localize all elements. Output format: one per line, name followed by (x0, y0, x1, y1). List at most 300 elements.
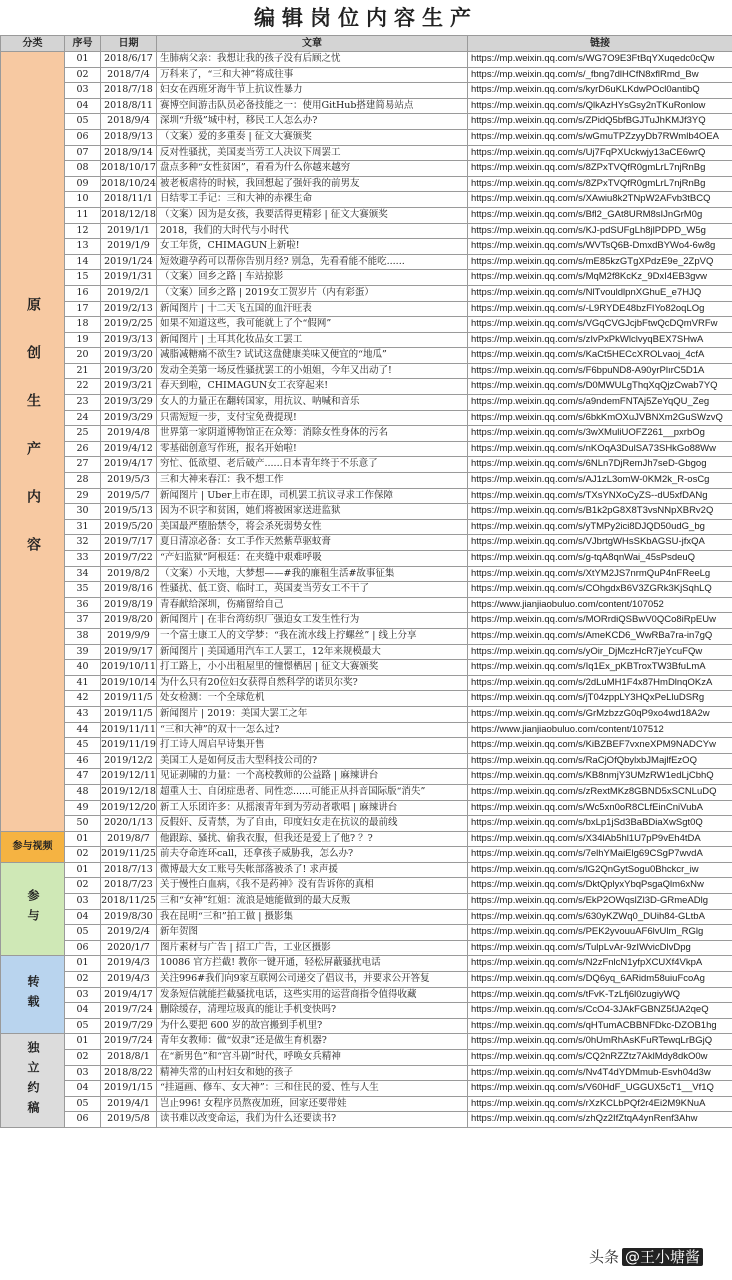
date-cell: 2019/8/19 (101, 597, 157, 613)
date-cell: 2019/2/4 (101, 925, 157, 941)
header-index: 序号 (65, 36, 101, 52)
article-title: 反对性骚扰，美国麦当劳工人决议下周罢工 (157, 145, 468, 161)
article-link[interactable]: https://mp.weixin.qq.com/s/D0MWULgThqXqQjzCwab7YQ (468, 379, 732, 395)
article-link[interactable]: https://mp.weixin.qq.com/s/DQ6yq_6ARidm58uiuFcoAg (468, 972, 732, 988)
article-link[interactable]: https://mp.weixin.qq.com/s/Uj7FqPXUckwjy13aCE6wrQ (468, 145, 732, 161)
article-link[interactable]: https://mp.weixin.qq.com/s/3wXMuliUOFZ261__pxrbOg (468, 426, 732, 442)
date-cell: 2019/5/20 (101, 519, 157, 535)
category-cell: 参与 (1, 862, 65, 956)
watermark (585, 1244, 725, 1270)
index-cell: 37 (65, 613, 101, 629)
date-cell: 2019/3/20 (101, 363, 157, 379)
date-cell: 2019/7/17 (101, 535, 157, 551)
table-row (1, 1018, 732, 1034)
table-row (1, 847, 732, 863)
article-link[interactable]: https://mp.weixin.qq.com/s/0hUmRhAsKFuRTewqLrBGjQ (468, 1034, 732, 1050)
date-cell: 2019/12/20 (101, 800, 157, 816)
date-cell: 2018/10/17 (101, 161, 157, 177)
table-row (1, 488, 732, 504)
article-title: 一个富士康工人的文学梦：“我在流水线上拧螺丝” | 线上分享 (157, 628, 468, 644)
article-link[interactable]: https://mp.weixin.qq.com/s/mE85kzGTgXPdzE9e_2ZpVQ (468, 254, 732, 270)
index-cell: 04 (65, 1081, 101, 1097)
article-title: 只需短短一步，支付宝免费提现! (157, 410, 468, 426)
index-cell: 01 (65, 52, 101, 68)
article-link[interactable]: https://mp.weixin.qq.com/s/N2zFnlcN1yfpXCUXf4VkpA (468, 956, 732, 972)
index-cell: 18 (65, 317, 101, 333)
index-cell: 48 (65, 784, 101, 800)
date-cell: 2018/8/11 (101, 98, 157, 114)
date-cell: 2019/2/25 (101, 317, 157, 333)
table-row (1, 800, 732, 816)
index-cell: 01 (65, 1034, 101, 1050)
index-cell: 26 (65, 441, 101, 457)
article-link[interactable]: https://mp.weixin.qq.com/s/B1k2pG8X8T3vsNNpXBRv2Q (468, 504, 732, 520)
article-title: 青春献给深圳，伤痛留给自己 (157, 597, 468, 613)
date-cell: 2019/3/29 (101, 395, 157, 411)
article-title: 超重人士、自闭症患者、同性恋......可能正从抖音国际版“消失” (157, 784, 468, 800)
date-cell: 2019/8/2 (101, 566, 157, 582)
article-link[interactable]: https://mp.weixin.qq.com/s/Wc5xn0oR8CLfEinCniVubA (468, 800, 732, 816)
table-row (1, 519, 732, 535)
article-link[interactable]: https://mp.weixin.qq.com/s/COhgdxB6V3ZGRk3KjSqhLQ (468, 582, 732, 598)
index-cell: 05 (65, 1018, 101, 1034)
article-title: 精神失常的山村妇女和她的孩子 (157, 1065, 468, 1081)
article-title: 美国最严堕胎禁令，将会杀死弱势女性 (157, 519, 468, 535)
article-title: 女人的力量正在翻转国家，用抗议、呐喊和音乐 (157, 395, 468, 411)
index-cell: 24 (65, 410, 101, 426)
table-row (1, 1003, 732, 1019)
article-title: 减脂减糖痛不欲生? 试试这盘健康美味又便宜的“地瓜” (157, 348, 468, 364)
article-title: 被老板虐待的时候，我回想起了强奸我的前男友 (157, 176, 468, 192)
index-cell: 09 (65, 176, 101, 192)
table-row (1, 597, 732, 613)
table-row (1, 691, 732, 707)
index-cell: 02 (65, 1050, 101, 1066)
date-cell: 2019/10/11 (101, 660, 157, 676)
date-cell: 2020/1/13 (101, 816, 157, 832)
index-cell: 15 (65, 270, 101, 286)
index-cell: 02 (65, 972, 101, 988)
article-title: 关注996#我们向9家互联网公司递交了倡议书，并要求公开答复 (157, 972, 468, 988)
article-link[interactable]: https://mp.weixin.qq.com/s/yOir_DjMczHcR7jeYcuFQw (468, 644, 732, 660)
table-row (1, 176, 732, 192)
date-cell: 2018/9/14 (101, 145, 157, 161)
table-row (1, 1065, 732, 1081)
article-link[interactable]: https://mp.weixin.qq.com/s/MqM2f8KcKz_9DxI4EB3gvw (468, 270, 732, 286)
article-link[interactable]: https://mp.weixin.qq.com/s/TXsYNXoCyZS--dU5xfDANg (468, 488, 732, 504)
index-cell: 04 (65, 909, 101, 925)
article-title: 他跟踪、骚扰、偷我衣服，但我还是爱上了他? ？? (157, 831, 468, 847)
article-link[interactable]: https://mp.weixin.qq.com/s/WVTsQ6B-DmxdBYWo4-6w8g (468, 239, 732, 255)
article-link[interactable]: https://mp.weixin.qq.com/s/VJbrtgWHsSKbAGSU-jfxQA (468, 535, 732, 551)
table-row (1, 192, 732, 208)
index-cell: 04 (65, 98, 101, 114)
date-cell: 2018/8/22 (101, 1065, 157, 1081)
article-link[interactable]: https://mp.weixin.qq.com/s/KaCt5HECcXROLvaoj_4cfA (468, 348, 732, 364)
article-title: 世界第一家阴道博物馆正在众筹：消除女性身体的污名 (157, 426, 468, 442)
watermark-handle: @王小塘酱 (622, 1248, 703, 1266)
table-row (1, 972, 732, 988)
table-row (1, 816, 732, 832)
article-link[interactable]: https://mp.weixin.qq.com/s/qHTumACBBNFDkc-DZOB1hg (468, 1018, 732, 1034)
index-cell: 02 (65, 878, 101, 894)
article-link[interactable]: https://mp.weixin.qq.com/s/630yKZWq0_DUih84-GLtbA (468, 909, 732, 925)
date-cell: 2019/3/21 (101, 379, 157, 395)
article-title: 夏日清凉必备：女工手作天然紫草驱蚊膏 (157, 535, 468, 551)
article-link[interactable]: https://mp.weixin.qq.com/s/nKOqA3DulSA73SHkGo88Ww (468, 441, 732, 457)
date-cell: 2019/1/31 (101, 270, 157, 286)
header-link: 链接 (468, 36, 732, 52)
header-date: 日期 (101, 36, 157, 52)
article-link[interactable]: https://mp.weixin.qq.com/s/DktQplyxYbqPsgaQlm6xNw (468, 878, 732, 894)
date-cell: 2019/11/11 (101, 722, 157, 738)
article-link[interactable]: https://www.jianjiaobuluo.com/content/107512 (468, 722, 732, 738)
index-cell: 27 (65, 457, 101, 473)
article-link[interactable]: https://mp.weixin.qq.com/s/yTMPy2ici8DJQD50udG_bg (468, 519, 732, 535)
article-title: 青年女教师：做“奴隶”还是做生育机器? (157, 1034, 468, 1050)
article-title: “产妇监狱”阿根廷：在夹缝中艰难呼吸 (157, 551, 468, 567)
article-link[interactable]: https://mp.weixin.qq.com/s/zhQz2IfZtqA4ynRenf3Ahw (468, 1112, 732, 1128)
article-link[interactable]: https://mp.weixin.qq.com/s/RaCjOfQbylxbJMajlfEzOQ (468, 753, 732, 769)
article-title: 岂止996! 女程序员熬夜加班，回家还要带娃 (157, 1096, 468, 1112)
article-title: 2018，我们的大时代与小时代 (157, 223, 468, 239)
article-link[interactable]: https://mp.weixin.qq.com/s/zIvPxPkWlclvyqBEX7SHwA (468, 332, 732, 348)
article-title: 因为不识字和贫困，她们将被困家送进监狱 (157, 504, 468, 520)
table-row (1, 129, 732, 145)
table-row (1, 145, 732, 161)
index-cell: 49 (65, 800, 101, 816)
article-title: 图片素材与广告 | 招工广告，工业区摄影 (157, 940, 468, 956)
table-row (1, 1050, 732, 1066)
index-cell: 05 (65, 1096, 101, 1112)
date-cell: 2019/11/19 (101, 738, 157, 754)
table-row (1, 223, 732, 239)
table-row (1, 270, 732, 286)
table-row (1, 254, 732, 270)
article-title: 新年贺图 (157, 925, 468, 941)
article-link[interactable]: https://mp.weixin.qq.com/s/2dLuMH1F4x87HmDlnqOKzA (468, 675, 732, 691)
article-link[interactable]: https://mp.weixin.qq.com/s/TulpLvAr-9zIWvicDlvDpg (468, 940, 732, 956)
index-cell: 04 (65, 1003, 101, 1019)
index-cell: 12 (65, 223, 101, 239)
index-cell: 06 (65, 1112, 101, 1128)
index-cell: 19 (65, 332, 101, 348)
table-row (1, 535, 732, 551)
index-cell: 16 (65, 285, 101, 301)
article-link[interactable]: https://mp.weixin.qq.com/s/VGqCVGJcjbFtwQcDQmVRFw (468, 317, 732, 333)
table-row (1, 987, 732, 1003)
date-cell: 2019/5/3 (101, 473, 157, 489)
date-cell: 2019/8/16 (101, 582, 157, 598)
table-row (1, 956, 732, 972)
article-link[interactable]: https://mp.weixin.qq.com/s/PEK2yvouuAF6lvUlm_RGlg (468, 925, 732, 941)
article-title: 10086 官方拦截! 教你一键开通，轻松屏蔽骚扰电话 (157, 956, 468, 972)
date-cell: 2018/10/24 (101, 176, 157, 192)
article-title: 打工诗人周启早诗集开售 (157, 738, 468, 754)
table-row (1, 348, 732, 364)
date-cell: 2019/1/15 (101, 1081, 157, 1097)
article-link[interactable]: https://mp.weixin.qq.com/s/_fbng7dlHCfN8xflRmd_Bw (468, 67, 732, 83)
table-row (1, 644, 732, 660)
article-link[interactable]: https://mp.weixin.qq.com/s/KJ-pdSUFgLh8jlPDPD_W5g (468, 223, 732, 239)
date-cell: 2019/4/1 (101, 1096, 157, 1112)
date-cell: 2019/8/7 (101, 831, 157, 847)
index-cell: 02 (65, 847, 101, 863)
table-row (1, 285, 732, 301)
date-cell: 2019/12/2 (101, 753, 157, 769)
table-row (1, 940, 732, 956)
article-link[interactable]: https://mp.weixin.qq.com/s/kyrD6uKLKdwPOcl0antibQ (468, 83, 732, 99)
date-cell: 2019/4/8 (101, 426, 157, 442)
index-cell: 46 (65, 753, 101, 769)
date-cell: 2018/9/4 (101, 114, 157, 130)
date-cell: 2019/12/11 (101, 769, 157, 785)
article-title: “三和大神”的双十一怎么过? (157, 722, 468, 738)
article-link[interactable]: https://mp.weixin.qq.com/s/jT04zppLY3HQxPeLluDSRg (468, 691, 732, 707)
table-row (1, 831, 732, 847)
page-title: 编辑岗位内容生产 (254, 5, 478, 30)
table-row (1, 722, 732, 738)
article-title: 发动全美第一场反性骚扰罢工的小姐姐，今年又出动了! (157, 363, 468, 379)
article-link[interactable]: https://mp.weixin.qq.com/s/rXzKCLbPQf2r4Ei2M9KNuA (468, 1096, 732, 1112)
index-cell: 28 (65, 473, 101, 489)
article-link[interactable]: https://mp.weixin.qq.com/s/tFvK-TzLfj6l0zugiyWQ (468, 987, 732, 1003)
date-cell: 2019/5/13 (101, 504, 157, 520)
article-link[interactable]: https://mp.weixin.qq.com/s/-L9RYDE48bzFIYo82oqLOg (468, 301, 732, 317)
article-link[interactable]: https://mp.weixin.qq.com/s/AJ1zL3omW-0KM2k_R-osCg (468, 473, 732, 489)
table-header-row (1, 36, 732, 52)
article-link[interactable]: https://mp.weixin.qq.com/s/Iq1Ex_pKBTroxTW3BfuLmA (468, 660, 732, 676)
date-cell: 2018/11/25 (101, 894, 157, 910)
article-link[interactable]: https://mp.weixin.qq.com/s/Nv4T4dYDMmub-Esvh04d3w (468, 1065, 732, 1081)
article-title: 零基础创意写作班，报名开始啦! (157, 441, 468, 457)
date-cell: 2019/8/30 (101, 909, 157, 925)
article-link[interactable]: https://mp.weixin.qq.com/s/X34lAb5hl1U7pP9vEh4tDA (468, 831, 732, 847)
article-link[interactable]: https://mp.weixin.qq.com/s/KB8nmjY3UMzRW1edLjCbhQ (468, 769, 732, 785)
date-cell: 2019/9/9 (101, 628, 157, 644)
header-category: 分类 (1, 36, 65, 52)
date-cell: 2019/4/3 (101, 972, 157, 988)
date-cell: 2019/7/22 (101, 551, 157, 567)
table-row (1, 909, 732, 925)
date-cell: 2018/11/1 (101, 192, 157, 208)
index-cell: 36 (65, 597, 101, 613)
table-row (1, 582, 732, 598)
table-row (1, 675, 732, 691)
article-title: 穷忙、低欲望、老后破产......日本青年终于不乐意了 (157, 457, 468, 473)
index-cell: 02 (65, 67, 101, 83)
category-cell: 独立约稿 (1, 1034, 65, 1128)
index-cell: 42 (65, 691, 101, 707)
index-cell: 35 (65, 582, 101, 598)
article-title: 深圳“升级”城中村，移民工人怎么办? (157, 114, 468, 130)
article-link[interactable]: https://mp.weixin.qq.com/s/lG2QnGytSogu0Bhckcr_iw (468, 862, 732, 878)
article-link[interactable]: https://mp.weixin.qq.com/s/F6bpuND8-A90yrPlırC5D1A (468, 363, 732, 379)
article-title: 新闻图片 | 在非台湾纺织厂强迫女工发生性行为 (157, 613, 468, 629)
article-link[interactable]: https://mp.weixin.qq.com/s/8ZPxTVQfR0gmLrL7njRnBg (468, 161, 732, 177)
article-link[interactable]: https://mp.weixin.qq.com/s/V60HdF_UGGUX5cT1__Vf1Q (468, 1081, 732, 1097)
article-title: 新闻图片 | 美国通用汽车工人罢工，12年来规模最大 (157, 644, 468, 660)
table-row (1, 878, 732, 894)
article-title: 处女检测：一个全球危机 (157, 691, 468, 707)
index-cell: 03 (65, 1065, 101, 1081)
article-title: 春天到啦，CHIMAGUN女工衣穿起来! (157, 379, 468, 395)
table-row (1, 613, 732, 629)
date-cell: 2018/12/18 (101, 207, 157, 223)
article-title: 新工人乐团许多：从摇滚青年到为劳动者歌唱 | 麻辣讲台 (157, 800, 468, 816)
date-cell: 2019/11/5 (101, 691, 157, 707)
date-cell: 2019/3/20 (101, 348, 157, 364)
date-cell: 2019/1/24 (101, 254, 157, 270)
article-link[interactable]: https://mp.weixin.qq.com/s/wGmuTPZzyyDb7RWmlb4OEA (468, 129, 732, 145)
article-title: 关于慢性白血病，《我不是药神》没有告诉你的真相 (157, 878, 468, 894)
date-cell: 2020/1/7 (101, 940, 157, 956)
article-link[interactable]: https://mp.weixin.qq.com/s/XAwiu8k2TNpW2AFvb3tBCQ (468, 192, 732, 208)
article-link[interactable]: https://mp.weixin.qq.com/s/CcO4-3JAkFGBNZ5fJA2qeQ (468, 1003, 732, 1019)
article-link[interactable]: https://mp.weixin.qq.com/s/QlkAzHYsGsy2nTKuRonlow (468, 98, 732, 114)
table-row (1, 239, 732, 255)
article-link[interactable]: https://mp.weixin.qq.com/s/AmeKCD6_WwRBa7ra-in7gQ (468, 628, 732, 644)
article-link[interactable]: https://www.jianjiaobuluo.com/content/107052 (468, 597, 732, 613)
article-link[interactable]: https://mp.weixin.qq.com/s/7elhYMaiElg69CSgP7wvdA (468, 847, 732, 863)
index-cell: 47 (65, 769, 101, 785)
article-link[interactable]: https://mp.weixin.qq.com/s/Bfl2_GAt8URM8sIJnGrM0g (468, 207, 732, 223)
table-row (1, 894, 732, 910)
index-cell: 45 (65, 738, 101, 754)
date-cell: 2019/2/1 (101, 285, 157, 301)
index-cell: 01 (65, 862, 101, 878)
index-cell: 50 (65, 816, 101, 832)
article-link[interactable]: https://mp.weixin.qq.com/s/GrMzbzzG0qP9xo4wd18A2w (468, 706, 732, 722)
table-row (1, 395, 732, 411)
index-cell: 44 (65, 722, 101, 738)
date-cell: 2019/5/7 (101, 488, 157, 504)
article-title: 新闻图片 | 2019：美国大罢工之年 (157, 706, 468, 722)
index-cell: 39 (65, 644, 101, 660)
table-row (1, 738, 732, 754)
index-cell: 14 (65, 254, 101, 270)
article-title: 发条短信就能拦截骚扰电话，这些实用的运营商指令值得收藏 (157, 987, 468, 1003)
header-article: 文章 (157, 36, 468, 52)
article-link[interactable]: https://mp.weixin.qq.com/s/zRextMKz8GBND5xSCNLuDQ (468, 784, 732, 800)
article-link[interactable]: https://mp.weixin.qq.com/s/XtYM2JS7nrmQuP4nFReeLg (468, 566, 732, 582)
index-cell: 10 (65, 192, 101, 208)
table-row (1, 83, 732, 99)
article-title: 为什么要把 600 岁的故宫搬到手机里? (157, 1018, 468, 1034)
article-link[interactable]: https://mp.weixin.qq.com/s/EkP2OWqslZl3D-GRmeADlg (468, 894, 732, 910)
article-title: 日结零工手记：三和大神的赤裸生命 (157, 192, 468, 208)
date-cell: 2019/11/5 (101, 706, 157, 722)
article-title: 见证剥啸的力量：一个高校教师的公益路 | 麻辣讲台 (157, 769, 468, 785)
date-cell: 2019/4/17 (101, 987, 157, 1003)
article-link[interactable]: https://mp.weixin.qq.com/s/MORrdiQSBwV0QCo8iRpEUw (468, 613, 732, 629)
table-row (1, 114, 732, 130)
date-cell: 2018/6/17 (101, 52, 157, 68)
table-row (1, 473, 732, 489)
article-link[interactable]: https://mp.weixin.qq.com/s/6bkKmOXuJVBNXm2GuSWzvQ (468, 410, 732, 426)
article-title: 前夫夺命连环call，还拿孩子威胁我，怎么办? (157, 847, 468, 863)
date-cell: 2019/7/24 (101, 1003, 157, 1019)
index-cell: 06 (65, 940, 101, 956)
index-cell: 11 (65, 207, 101, 223)
date-cell: 2019/9/17 (101, 644, 157, 660)
article-title: 微博最大女工账号失帐部落被杀了! 求声援 (157, 862, 468, 878)
index-cell: 01 (65, 956, 101, 972)
table-row (1, 504, 732, 520)
article-link[interactable]: https://mp.weixin.qq.com/s/8ZPxTVQfR0gmLrL7njRnBg (468, 176, 732, 192)
date-cell: 2018/7/13 (101, 862, 157, 878)
table-row (1, 753, 732, 769)
article-link[interactable]: https://mp.weixin.qq.com/s/KiBZBEF7vxneXPM9NADCYw (468, 738, 732, 754)
article-link[interactable]: https://mp.weixin.qq.com/s/WG7O9E3FtBqYXuqedc0cQw (468, 52, 732, 68)
category-cell: 原创生产内容 (1, 52, 65, 832)
table-row (1, 1112, 732, 1128)
date-cell: 2018/8/1 (101, 1050, 157, 1066)
date-cell: 2019/12/18 (101, 784, 157, 800)
table-row (1, 52, 732, 68)
article-title: 删除缓存，清理垃圾真的能让手机变快吗? (157, 1003, 468, 1019)
table-row (1, 784, 732, 800)
index-cell: 41 (65, 675, 101, 691)
index-cell: 29 (65, 488, 101, 504)
article-title: （文案）爱的多重奏 | 征文大赛颁奖 (157, 129, 468, 145)
table-row (1, 1034, 732, 1050)
article-title: 反假奸、反青禁，为了自由，印度妇女走在抗议的最前线 (157, 816, 468, 832)
index-cell: 38 (65, 628, 101, 644)
table-row (1, 551, 732, 567)
article-title: 短效避孕药可以帮你告别月经? 别急，先看看能不能吃...... (157, 254, 468, 270)
date-cell: 2019/5/8 (101, 1112, 157, 1128)
table-row (1, 207, 732, 223)
table-row (1, 628, 732, 644)
article-title: 三和“女神”红姐：流浪是她能做到的最大反叛 (157, 894, 468, 910)
table-row (1, 441, 732, 457)
table-row (1, 660, 732, 676)
index-cell: 17 (65, 301, 101, 317)
date-cell: 2019/3/29 (101, 410, 157, 426)
index-cell: 08 (65, 161, 101, 177)
watermark-prefix: 头条 (589, 1248, 620, 1266)
table-row (1, 925, 732, 941)
article-link[interactable]: https://mp.weixin.qq.com/s/a9ndemFNTAj5ZeYqQU_Zeg (468, 395, 732, 411)
article-link[interactable]: https://mp.weixin.qq.com/s/6NLn7DjRemJh7seD-Gbgog (468, 457, 732, 473)
table-row (1, 457, 732, 473)
index-cell: 30 (65, 504, 101, 520)
article-link[interactable]: https://mp.weixin.qq.com/s/g-tqA8qnWai_45sPsdeuQ (468, 551, 732, 567)
date-cell: 2019/10/14 (101, 675, 157, 691)
article-title: 新闻图片 | Uber上市在即，司机罢工抗议寻求工作保障 (157, 488, 468, 504)
index-cell: 34 (65, 566, 101, 582)
article-title: 新闻图片 | 土耳其化妆品女工罢工 (157, 332, 468, 348)
article-link[interactable]: https://mp.weixin.qq.com/s/ZPidQ5bfBGJTuJhKMJf3YQ (468, 114, 732, 130)
table-row (1, 566, 732, 582)
index-cell: 03 (65, 987, 101, 1003)
index-cell: 13 (65, 239, 101, 255)
article-title: （文案）回乡之路 | 车站掠影 (157, 270, 468, 286)
index-cell: 20 (65, 348, 101, 364)
article-title: 打工路上，小小出租屋里的憧憬栖居 | 征文大赛颁奖 (157, 660, 468, 676)
article-link[interactable]: https://mp.weixin.qq.com/s/NlTvouldlpnXGhuE_e7HJQ (468, 285, 732, 301)
table-body (1, 52, 732, 1128)
table-row (1, 1096, 732, 1112)
table-row (1, 317, 732, 333)
article-link[interactable]: https://mp.weixin.qq.com/s/bxLp1jSd3BaBDiaXwSgt0Q (468, 816, 732, 832)
date-cell: 2018/7/4 (101, 67, 157, 83)
date-cell: 2019/11/25 (101, 847, 157, 863)
article-link[interactable]: https://mp.weixin.qq.com/s/CQ2nRZZtz7AklMdy8dkO0w (468, 1050, 732, 1066)
article-title: “挂逼画、修车、女大神”：三和住民的爱、性与人生 (157, 1081, 468, 1097)
category-cell: 转载 (1, 956, 65, 1034)
